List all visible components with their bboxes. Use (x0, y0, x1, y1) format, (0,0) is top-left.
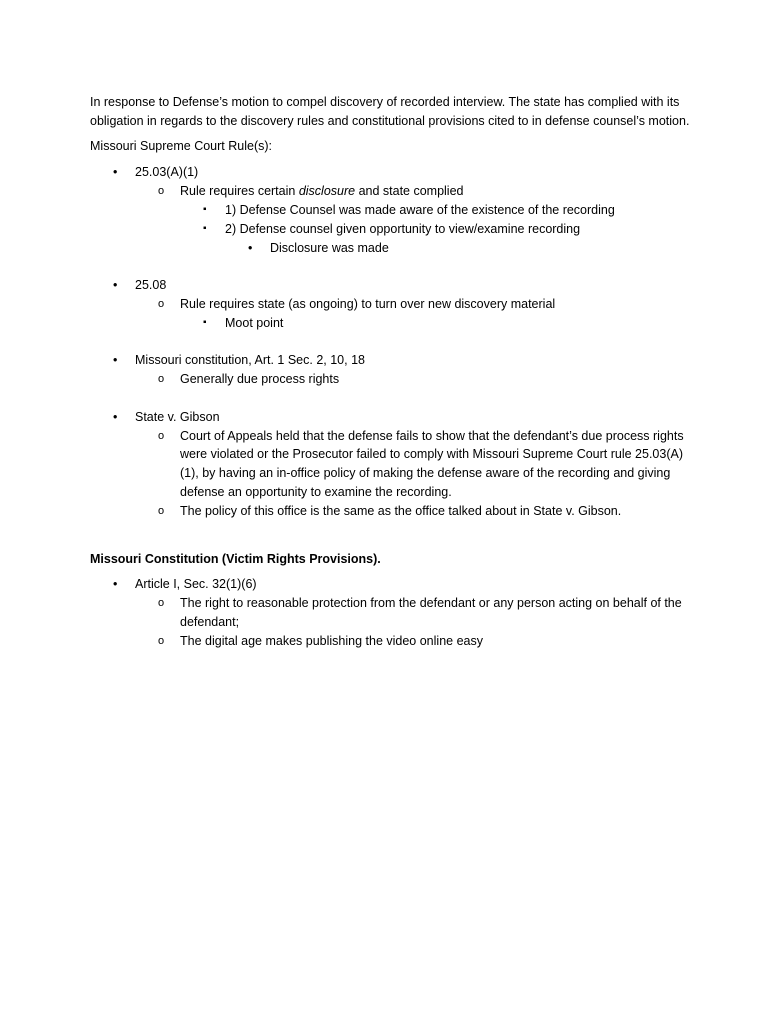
list-item: o The right to reasonable protection from the defendant or any person acting on behalf of the defendant; (135, 594, 690, 632)
list-item (180, 220, 690, 258)
list-item: o Court of Appeals held that the defense fails to show that the defendant’s due process rights were violated or the Prosecutor failed to comply with Missouri Supreme Court rule 25.03(A)(1), by having an in-office policy of making the defense aware of the recording and giving defense an opportunity to examine the recording. (135, 427, 690, 502)
intro-paragraph: In response to Defense’s motion to compel discovery of recorded interview. The state has complied with its obligation in regards to the discovery rules and constitutional provisions cited to in defense counsel’s motion. (90, 95, 690, 128)
list-item (90, 408, 690, 521)
victim-rights-list (90, 575, 690, 650)
list-item (135, 295, 690, 333)
list-item (90, 163, 690, 257)
court-rules-list (90, 163, 690, 520)
list-item: • Disclosure was made (225, 239, 690, 258)
list-item: ▪ 1) Defense Counsel was made aware of the existence of the recording (180, 201, 690, 220)
rule-text: Rule requires certain (180, 184, 299, 199)
list-item (90, 276, 690, 332)
list-item (90, 351, 690, 389)
rule-label: 25.08 (135, 278, 167, 293)
rule-label: Article I, Sec. 32(1)(6) (135, 577, 257, 592)
rule-text: and state complied (355, 184, 464, 199)
list-item (90, 575, 690, 650)
list-item (135, 182, 690, 257)
rule-label: 25.03(A)(1) (135, 165, 199, 180)
list-item: o Generally due process rights (135, 370, 690, 389)
section-heading-victim-rights: Missouri Constitution (Victim Rights Provisions). (90, 551, 381, 566)
emphasis-text: disclosure (298, 184, 356, 199)
rule-text: 2) Defense counsel given opportunity to view/examine recording (225, 221, 581, 236)
rule-label: State v. Gibson (135, 409, 220, 424)
document-page (90, 93, 690, 651)
list-item: o The digital age makes publishing the video online easy (135, 632, 690, 651)
rule-label: Missouri constitution, Art. 1 Sec. 2, 10, 18 (135, 353, 365, 368)
list-item: ▪ Moot point (180, 314, 690, 333)
section-heading-court-rules: Missouri Supreme Court Rule(s): (90, 138, 272, 153)
list-item: o The policy of this office is the same as the office talked about in State v. Gibson. (135, 502, 690, 521)
rule-text: Rule requires state (as ongoing) to turn over new discovery material (180, 296, 556, 311)
